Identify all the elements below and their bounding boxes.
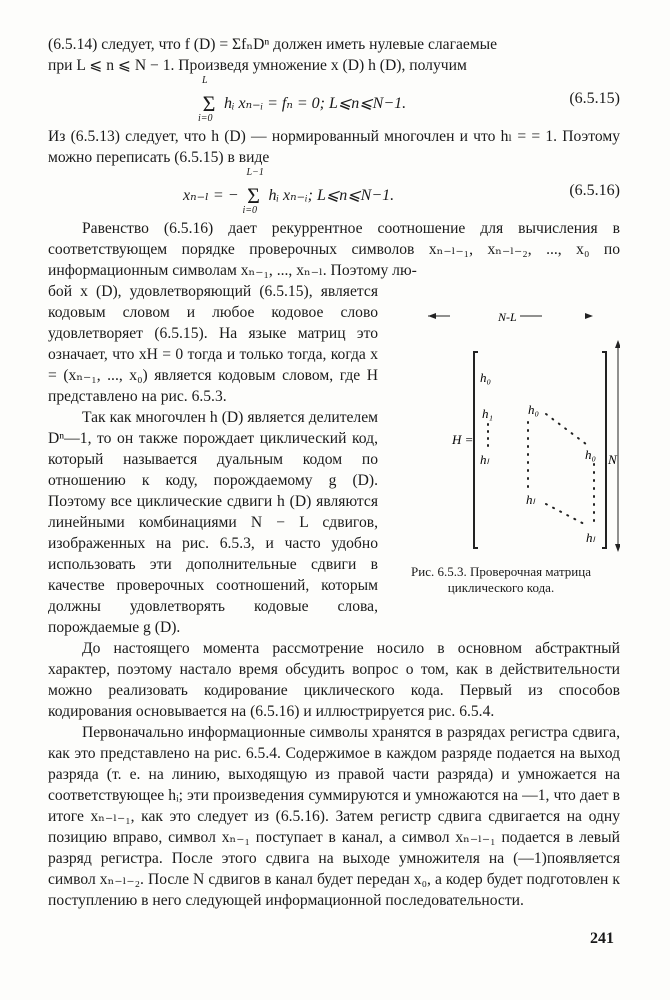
h0-col1: h₀ <box>480 370 492 385</box>
para3-full: Равенство (6.5.16) дает рекуррентное соотношение для вычисления в соответствующем порядке проверочных символов xₙ₋ₗ₋₁, xₙ₋ₗ₋₂, ..., x₀ по информационным символам xₙ₋₁, ..., xₙ₋ₗ. Поэтому лю- <box>48 220 620 279</box>
para5: До настоящего момента рассмотрение носило в основном абстрактный характер, поэтому настало время обсудить вопрос о том, как в действительности можно реализовать кодирование циклического кода. Первый из способов кодирования основывается на (6.5.16) и иллюстрируется рис. 6.5.4. <box>48 640 620 720</box>
h1-col1: h₁ <box>482 406 494 421</box>
hL-col1: hₗ <box>480 452 489 467</box>
eq-6-5-16-lhs: xₙ₋ₗ = − <box>183 187 239 204</box>
hL-col2: hₗ <box>526 492 535 507</box>
para3-wrap: бой x (D), удовлетворяющий (6.5.15), является кодовым словом и любое кодовое слово удовлетворяет (6.5.15). На языке матриц это означает, что xH = 0 тогда и только тогда, когда x = (xₙ₋₁, ..., x₀) является кодовым словом, где H представлено на рис. 6.5.3. <box>48 283 378 405</box>
page-body <box>48 34 620 911</box>
sum-symbol: Σ L i=0 <box>198 75 216 124</box>
eq-6-5-15-number: (6.5.15) <box>569 90 620 107</box>
h0-col3: h₀ <box>585 447 597 462</box>
hL-col3: hₗ <box>586 530 595 545</box>
para4-wrap: Так как многочлен h (D) является делителем Dⁿ—1, то он также порождает циклический код, который называется дуальным кодом по отношению к коду, порождаемому g (D). Поэтому все циклические сдвиги h (D) являются линейными комбинациями N − L сдвигов, изображенных на рис. 6.5.3, и часто удобно использовать эти дополнительные сдвиги в качестве проверочных соотношений, которым должны удовлетворять кодовые слова, порождаемые g (D). <box>48 409 378 636</box>
figure-caption: Рис. 6.5.3. Проверочная матрица циклического кода. <box>411 564 591 595</box>
page-number: 241 <box>590 930 614 947</box>
para1-line2: при L ⩽ n ⩽ N − 1. Произведя умножение x (D) h (D), получим <box>48 57 467 74</box>
h0-col2: h₀ <box>528 402 540 417</box>
eq-6-5-16-rhs: hᵢ xₙ₋ᵢ; L⩽n⩽N−1. <box>268 187 395 204</box>
sum-upper: L−1 <box>246 167 264 178</box>
para2: Из (6.5.13) следует, что h (D) — нормированный многочлен и что hₗ = = 1. Поэтому можно переписать (6.5.15) в виде <box>48 128 620 166</box>
sum-lower: i=0 <box>198 113 213 124</box>
eq-6-5-16-number: (6.5.16) <box>569 182 620 199</box>
right-label: N <box>608 452 617 467</box>
sum-symbol: Σ L−1 i=0 <box>242 167 264 216</box>
equation-6-5-15 <box>48 76 620 126</box>
top-label: N-L <box>498 310 517 324</box>
eq-6-5-15-body: hᵢ xₙ₋ᵢ = fₙ = 0; L⩽n⩽N−1. <box>224 95 407 112</box>
matrix-h-label: H = <box>452 432 474 447</box>
para1-line1: (6.5.14) следует, что f (D) = ΣfₙDⁿ должен иметь нулевые слагаемые <box>48 36 498 53</box>
equation-6-5-16 <box>48 168 620 218</box>
sum-lower: i=0 <box>242 205 258 216</box>
figure-6-5-3 <box>378 304 620 634</box>
para6: Первоначально информационные символы хранятся в разрядах регистра сдвига, как это представлено на рис. 6.5.4. Содержимое в каждом разряде подается на выход разряда (т. е. на линию, выходящую из правой части разряда) и умножается на соответствующее hᵢ; эти произведения суммируются и умножаются на —1, что дает в итоге xₙ₋ₗ₋₁, как это следует из (6.5.16). Затем регистр сдвига сдвигается на одну позицию вправо, символ xₙ₋₁ поступает в канал, а символ xₙ₋ₗ₋₁ подается в левый разряд регистра. После этого сдвига на выходе умножителя на (—1)появляется символ xₙ₋ₗ₋₂. После N сдвигов в канал будет передан x₀, а кодер будет подготовлен к поступлению в него следующей информационной последовательности. <box>48 724 620 909</box>
check-matrix-diagram <box>378 304 620 554</box>
sum-upper: L <box>202 75 208 86</box>
